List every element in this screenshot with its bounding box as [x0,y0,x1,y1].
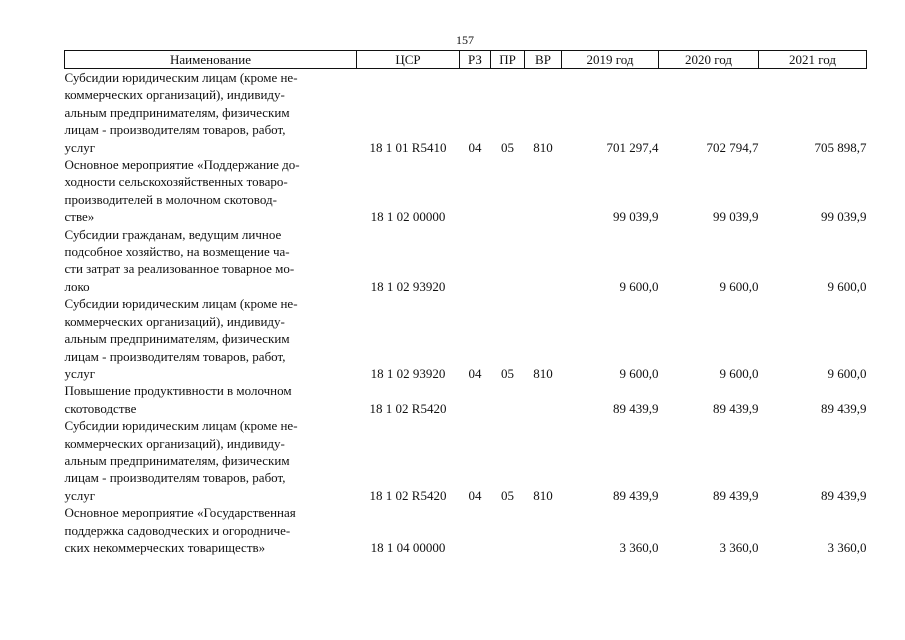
amount-2019-cell: 89 439,9 [613,487,659,503]
item-name-line: альным предпринимателям, физическим [64,452,290,468]
rz-cell: 04 [468,487,482,503]
rz-cell: 04 [468,365,482,381]
item-name-line: коммерческих организаций), индивиду- [64,435,285,451]
item-name-cell [65,295,357,382]
header-2019: 2019 год [562,51,659,69]
item-name-line: коммерческих организаций), индивиду- [64,313,285,329]
pr-cell: 05 [501,365,514,381]
amount-2020-cell: 702 794,7 [706,139,759,155]
header-csr: ЦСР [357,51,460,69]
vr-cell [525,156,562,226]
item-name-line: локо [64,278,90,294]
amount-2021-cell: 705 898,7 [814,139,867,155]
amount-2019-cell: 9 600,0 [619,365,659,381]
item-name-line: Субсидии гражданам, ведущим личное [64,226,282,242]
item-name-cell [65,226,357,296]
amount-2021-cell: 89 439,9 [821,400,867,416]
rz-cell [460,382,491,417]
amount-2020-cell: 9 600,0 [719,278,759,294]
vr-cell [525,504,562,556]
item-name-line: коммерческих организаций), индивиду- [64,87,285,103]
table-row [65,504,867,556]
item-name-line: стве» [64,209,95,225]
amount-2019-cell: 3 360,0 [619,539,659,555]
table-header-row [65,51,867,69]
item-name-line: альным предпринимателям, физическим [64,104,290,120]
item-name-line: производителей в молочном скотовод- [64,191,277,207]
amount-2021-cell: 99 039,9 [821,209,867,225]
table-row [65,156,867,226]
item-name-line: поддержка садоводческих и огородниче- [64,522,291,538]
csr-cell: 18 1 04 00000 [370,539,446,555]
item-name-cell [65,69,357,157]
amount-2021-cell: 9 600,0 [827,278,867,294]
item-name-line: подсобное хозяйство, на возмещение ча- [64,244,290,260]
pr-cell [491,382,525,417]
header-rz: РЗ [460,51,491,69]
item-name-line: Основное мероприятие «Государственная [64,505,296,521]
item-name-cell [65,382,357,417]
csr-cell: 18 1 02 93920 [370,365,446,381]
page-number: 157 [456,33,474,47]
item-name-line: услуг [64,139,96,155]
header-pr: ПР [491,51,525,69]
vr-cell: 810 [533,365,553,381]
amount-2020-cell: 89 439,9 [713,487,759,503]
table-row [65,417,867,504]
item-name-cell [65,156,357,226]
item-name-cell [65,504,357,556]
vr-cell: 810 [533,139,553,155]
header-name: Наименование [65,51,357,69]
item-name-line: альным предпринимателям, физическим [64,331,290,347]
item-name-line: услуг [64,487,96,503]
item-name-line: Субсидии юридическим лицам (кроме не- [64,296,298,312]
item-name-line: лицам - производителям товаров, работ, [64,470,286,486]
table-row [65,382,867,417]
amount-2021-cell: 3 360,0 [827,539,867,555]
item-name-line: скотоводстве [64,400,137,416]
header-2021: 2021 год [759,51,867,69]
item-name-line: сти затрат за реализованное товарное мо- [64,261,295,277]
table-row [65,226,867,296]
item-name-line: ских некоммерческих товариществ» [64,539,266,555]
vr-cell [525,382,562,417]
amount-2019-cell: 9 600,0 [619,278,659,294]
amount-2019-cell: 99 039,9 [613,209,659,225]
amount-2020-cell: 9 600,0 [719,365,759,381]
pr-cell: 05 [501,139,514,155]
item-name-line: Повышение продуктивности в молочном [64,383,292,399]
pr-cell [491,504,525,556]
rz-cell [460,226,491,296]
csr-cell: 18 1 02 00000 [370,209,446,225]
vr-cell [525,226,562,296]
amount-2021-cell: 89 439,9 [821,487,867,503]
pr-cell [491,226,525,296]
item-name-cell [65,417,357,504]
vr-cell: 810 [533,487,553,503]
rz-cell: 04 [468,139,482,155]
budget-table [64,50,867,556]
item-name-line: Субсидии юридическим лицам (кроме не- [64,70,298,85]
amount-2020-cell: 3 360,0 [719,539,759,555]
item-name-line: лицам - производителям товаров, работ, [64,348,286,364]
amount-2021-cell: 9 600,0 [827,365,867,381]
amount-2020-cell: 89 439,9 [713,400,759,416]
csr-cell: 18 1 02 93920 [370,278,446,294]
item-name-line: ходности сельскохозяйственных товаро- [64,174,288,190]
pr-cell [491,156,525,226]
amount-2020-cell: 99 039,9 [713,209,759,225]
table-row [65,69,867,157]
amount-2019-cell: 89 439,9 [613,400,659,416]
header-2020: 2020 год [659,51,759,69]
table-row [65,295,867,382]
rz-cell [460,504,491,556]
item-name-line: Субсидии юридическим лицам (кроме не- [64,418,298,434]
amount-2019-cell: 701 297,4 [606,139,659,155]
item-name-line: услуг [64,365,96,381]
csr-cell: 18 1 01 R5410 [369,139,447,155]
item-name-line: Основное мероприятие «Поддержание до- [64,157,300,173]
csr-cell: 18 1 02 R5420 [369,400,447,416]
item-name-line: лицам - производителям товаров, работ, [64,122,286,138]
pr-cell: 05 [501,487,514,503]
csr-cell: 18 1 02 R5420 [369,487,447,503]
header-vr: ВР [525,51,562,69]
rz-cell [460,156,491,226]
